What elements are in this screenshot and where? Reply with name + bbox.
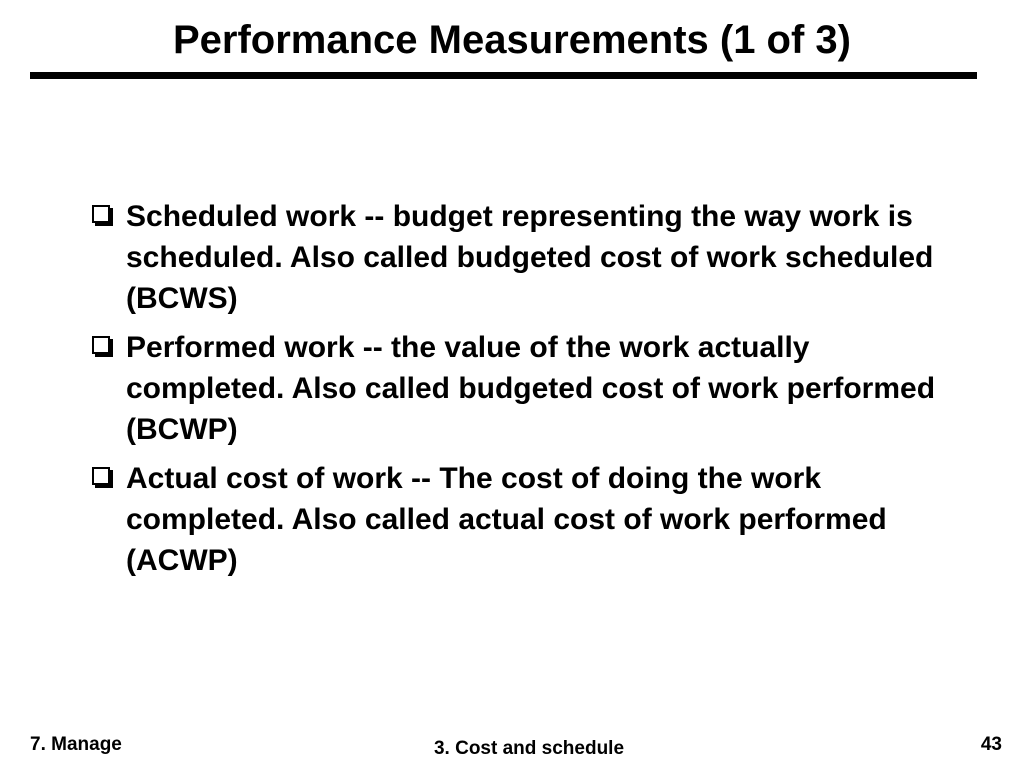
page-number: 43 [980,734,1002,755]
bullet-text: Scheduled work -- budget representing the way work is scheduled. Also called budgeted cost of work scheduled (BCWS) [126,200,934,315]
bullet-list [90,196,940,589]
slide-title: Performance Measurements (1 of 3) [172,18,851,62]
bullet-text: Performed work -- the value of the work actually completed. Also called budgeted cost of work performed (BCWP) [126,331,936,446]
bullet-item [90,327,940,450]
checkbox-icon [92,205,110,223]
bullet-item [90,458,940,581]
title-divider [30,72,977,79]
bullet-text: Actual cost of work -- The cost of doing the work completed. Also called actual cost of work performed (ACWP) [126,462,887,577]
checkbox-icon [92,336,110,354]
footer-section: 3. Cost and schedule [433,738,625,759]
checkbox-icon [92,467,110,485]
bullet-item [90,196,940,319]
footer-chapter: 7. Manage [30,734,122,755]
